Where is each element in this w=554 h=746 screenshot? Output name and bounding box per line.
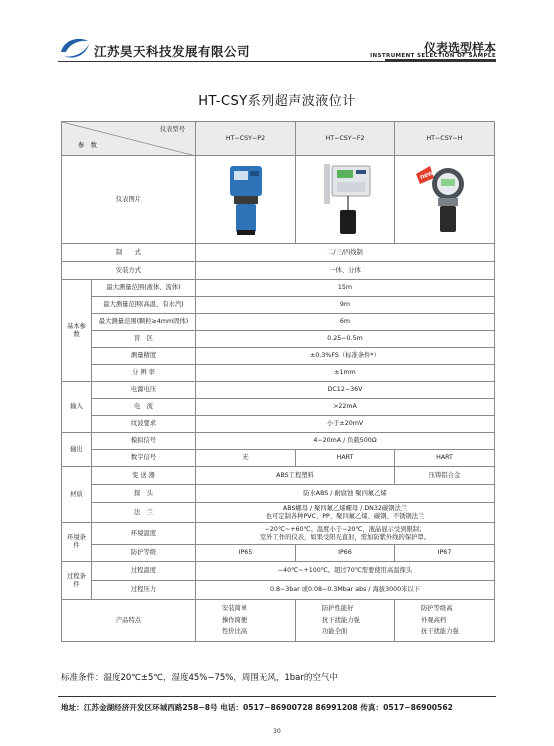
- row-proc-temp: 过程条件 过程温度 −40℃~+100℃。超过70℃需要使用高温探头: [62, 562, 495, 581]
- product-image-h: [410, 160, 480, 240]
- row-basic-4: 测量精度 ±0.3%FS（标准条件*）: [62, 348, 495, 365]
- row-output-digital: 数字信号 无 HART HART: [62, 450, 495, 467]
- group-env: 环境条件: [62, 523, 92, 562]
- row-input-2: 纹波要求 小于±20mV: [62, 416, 495, 433]
- sample-title-cn: 仪表选型样本: [423, 41, 496, 55]
- image-cell-f2: [296, 156, 395, 244]
- row-output-analog: 输出 模拟信号 4−20mA / 负载500Ω: [62, 433, 495, 450]
- row-basic-5: 分 辨 率 ±1mm: [62, 365, 495, 382]
- corner-cell: [62, 122, 196, 156]
- product-image-p2: [224, 162, 268, 238]
- group-output: 输出: [62, 433, 92, 467]
- row-basic-0: 基本参数 最大测量范围(液体、流体) 15m: [62, 280, 495, 297]
- footer-rule: [58, 696, 496, 697]
- image-label: 仪表图片: [62, 156, 196, 244]
- group-material: 材质: [62, 467, 92, 523]
- sample-title-en: INSTRUMENT SELECTION OF SAMPLE: [370, 53, 496, 59]
- standard-conditions-note: 标准条件：温度20℃±5℃，湿度45%−75%，周围无风，1bar的空气中: [61, 673, 338, 683]
- spec-table: [61, 121, 495, 642]
- row-features: 产品特点 安装简单 操作简便 性价比高 防护性能好 抗干扰能力强 功能全面 防护等级高 外观高档 抗干扰能力强: [62, 600, 495, 642]
- image-cell-h: [395, 156, 495, 244]
- row-basic-2: 最大测量范围(颗粒≥4mm固体) 6m: [62, 314, 495, 331]
- group-process: 过程条件: [62, 562, 92, 600]
- row-input-1: 电 流 >22mA: [62, 399, 495, 416]
- row-basic-1: 最大测量范围(高温、有水汽) 9m: [62, 297, 495, 314]
- header-rule-thick: [385, 59, 496, 62]
- row-proc-press: 过程压力 0.8−3bar 或0.08−0.3Mbar abs / 海拔3000米以下: [62, 581, 495, 600]
- corner-param-label: 参 数: [78, 142, 97, 150]
- product-image-f2: [310, 160, 380, 240]
- image-row: [62, 156, 495, 244]
- table-header-row: [62, 122, 495, 156]
- footer-contact: 地址：江苏金湖经济开发区环城西路258−8号 电话：0517−86900728 86991208 传真：0517−86900562: [61, 703, 453, 712]
- page-header: [0, 0, 554, 70]
- new-badge: new: [418, 169, 434, 181]
- group-input: 输入: [62, 382, 92, 433]
- row-protect: 防护等级 IP65 IP66 IP67: [62, 545, 495, 562]
- row-transmitter: 材质 变 送 器 ABS工程塑料 压铸铝合金: [62, 467, 495, 485]
- row-input-0: 输入 电源电压 DC12−36V: [62, 382, 495, 399]
- page-number: 30: [273, 728, 281, 735]
- page-title: HT-CSY系列超声波液位计: [198, 94, 356, 109]
- company-name: 江苏昊天科技发展有限公司: [94, 44, 251, 59]
- row-probe: 探 头 防水ABS / 耐腐蚀 聚四氟乙烯: [62, 485, 495, 503]
- corner-model-label: 仪表型号: [159, 126, 185, 133]
- row-zhishi: 制 式 二/三/四线制: [62, 244, 495, 262]
- image-cell-p2: [196, 156, 296, 244]
- model-f2: HT−CSY−F2: [296, 122, 395, 156]
- model-h: HT−CSY−H: [395, 122, 495, 156]
- row-install: 安装方式 一体、分体: [62, 262, 495, 280]
- row-env-temp: 环境条件 环境温度 −20℃~+60℃。温度小于−20℃，液晶显示受到限制； 室外工作的仪表，如果受阳光直射，需加防紫外线的保护罩。: [62, 523, 495, 545]
- model-p2: HT−CSY−P2: [196, 122, 296, 156]
- group-basic: 基本参数: [62, 280, 92, 382]
- row-basic-3: 盲 区 0.25−0.5m: [62, 331, 495, 348]
- company-logo: [58, 36, 92, 62]
- row-flange: 法 兰 ABS螺母 / 聚四氟乙烯螺母 / DN32碳钢法兰 也可定制各种PVC、PP、聚四氟乙烯、碳钢、不锈钢法兰: [62, 503, 495, 523]
